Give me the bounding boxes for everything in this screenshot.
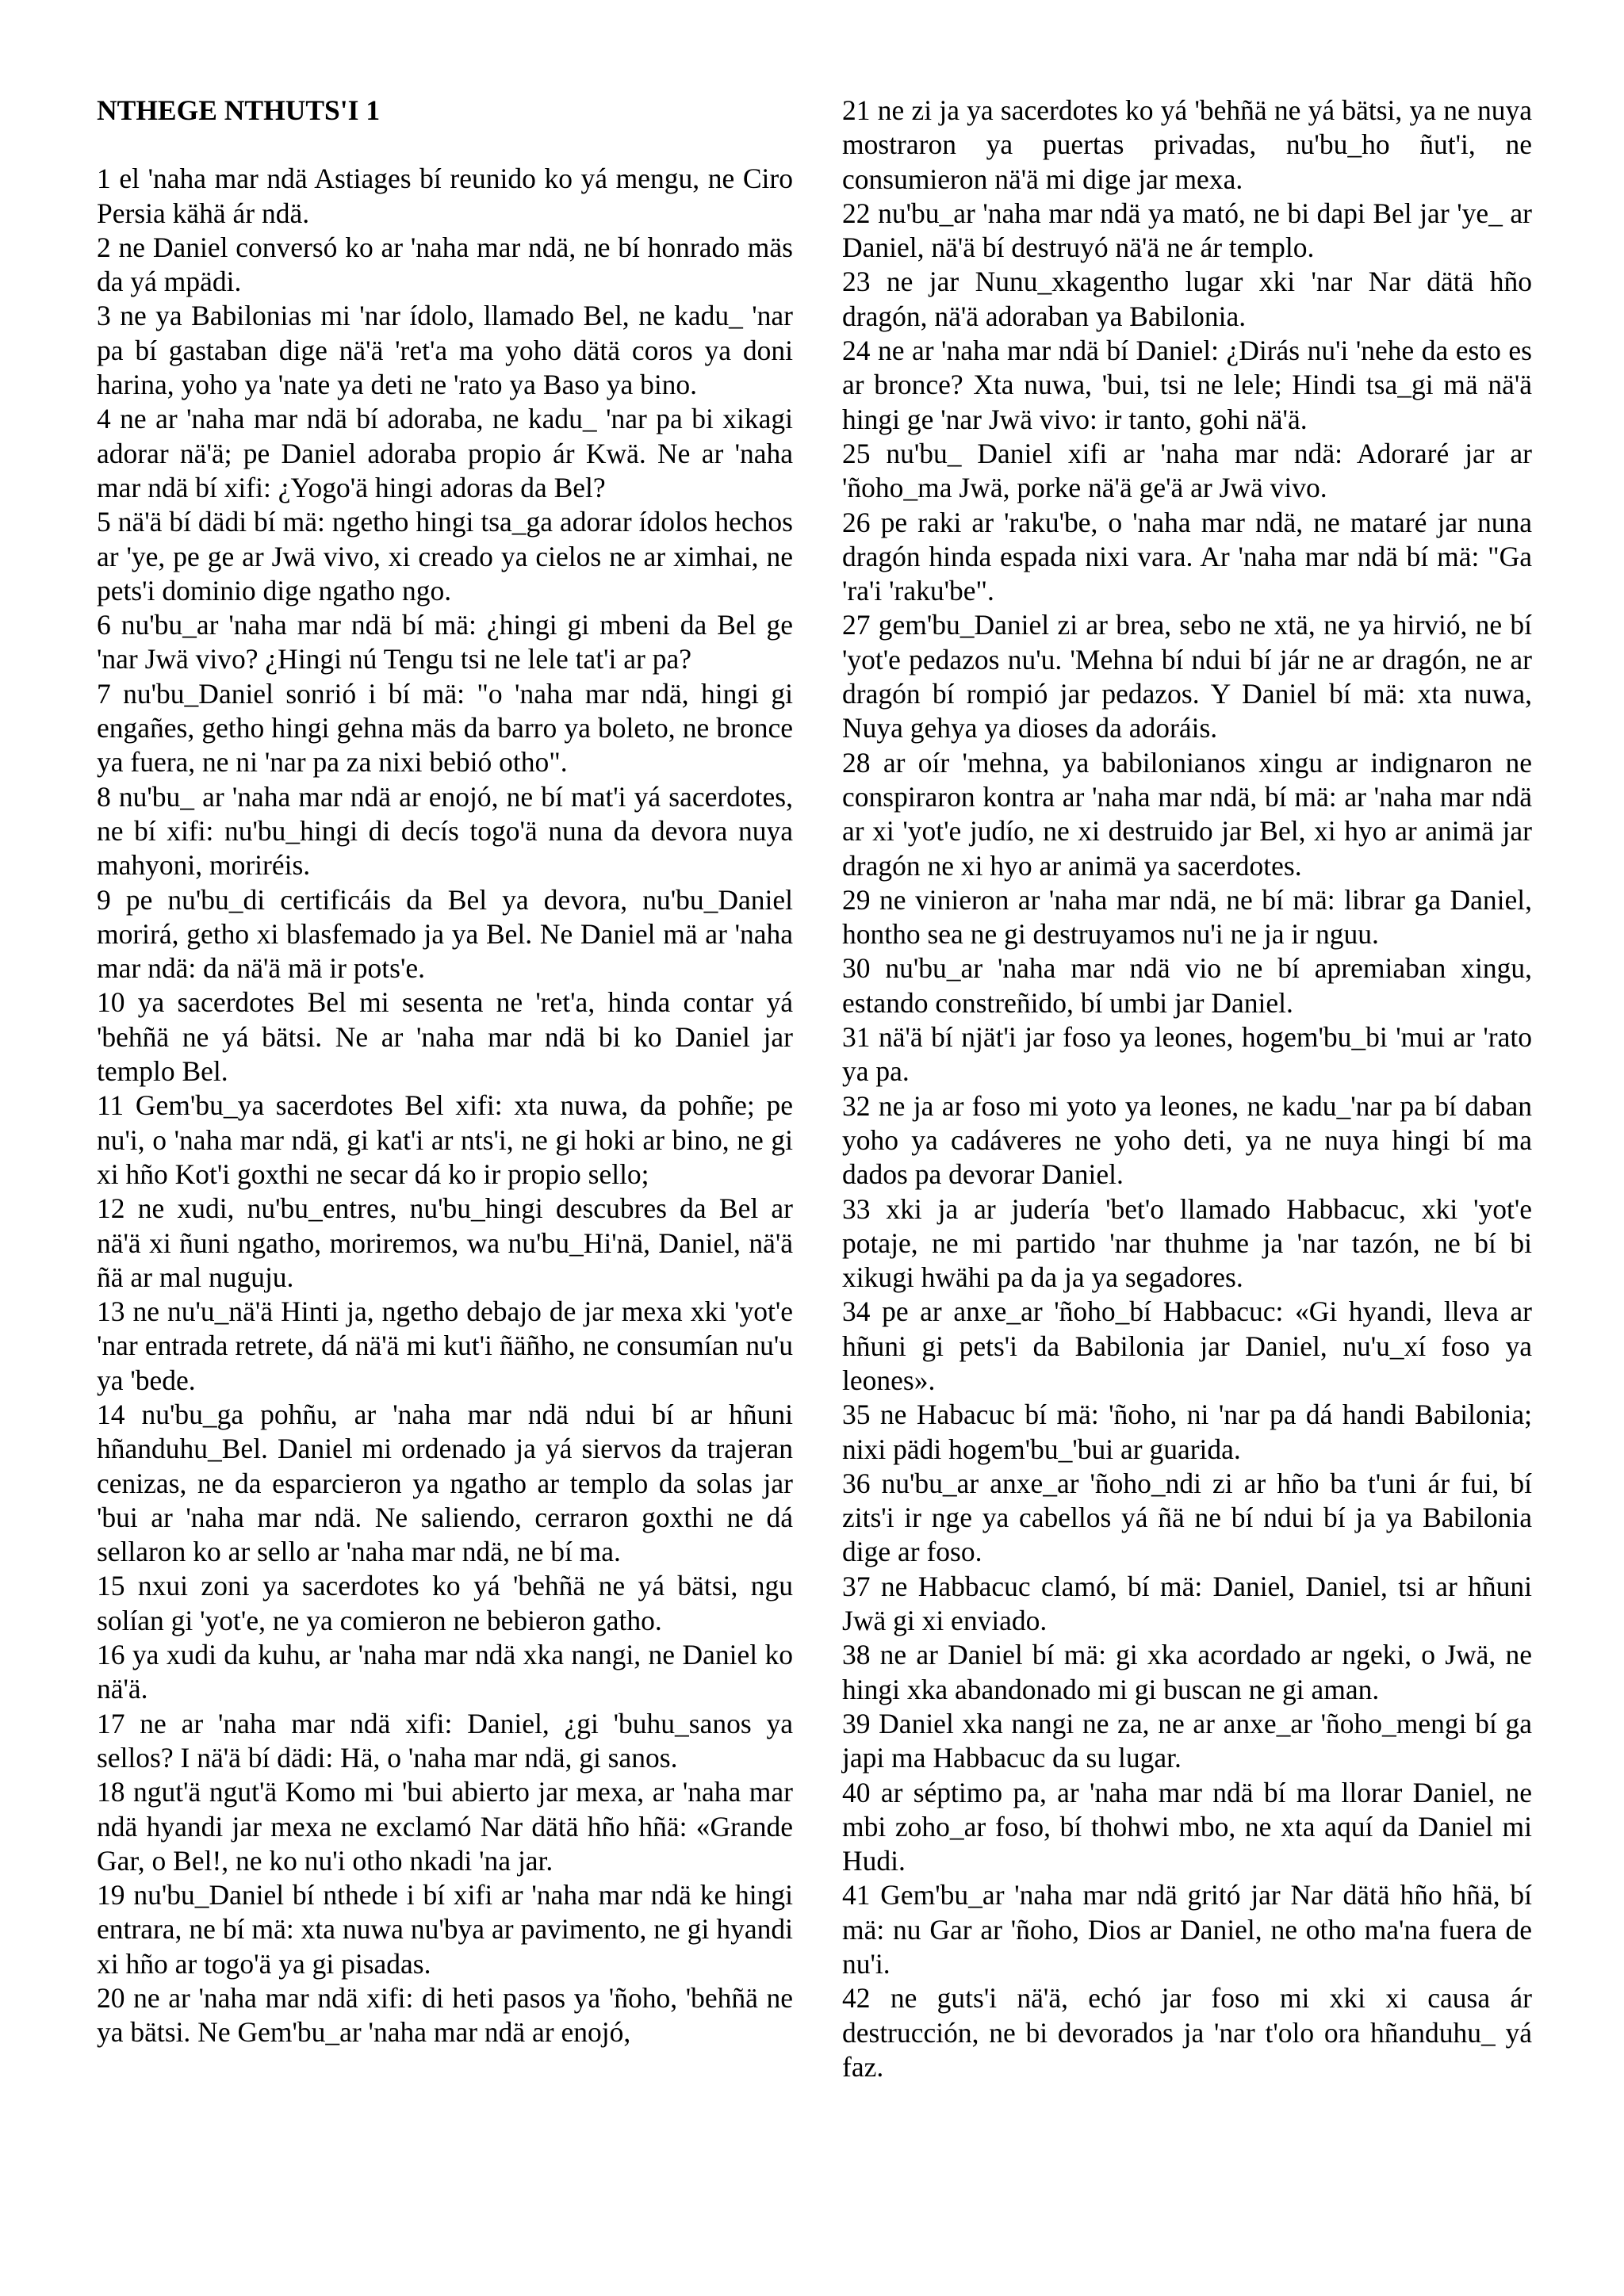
left-verse-list (97, 162, 793, 2049)
verse: 42 ne guts'i nä'ä, echó jar foso mi xki xi causa ár destrucción, ne bi devorados ja 'nar t'olo ora hñanduhu_ yá faz. (842, 1982, 1532, 2083)
verse: 15 nxui zoni ya sacerdotes ko yá 'behñä ne yá bätsi, ngu solían gi 'yot'e, ne ya comieron ne bebieron gatho. (97, 1570, 793, 1636)
verse: 36 nu'bu_ar anxe_ar 'ñoho_ndi zi ar hño ba t'uni ár fui, bí zits'i ir nge ya cabellos yá ñä ne bí ndui bí ja ya Babilonia dige ar foso. (842, 1467, 1532, 1568)
verse: 5 nä'ä bí dädi bí mä: ngetho hingi tsa_ga adorar ídolos hechos ar 'ye, pe ge ar Jwä vivo, xi creado ya cielos ne ar ximhai, ne pets'i dominio dige ngatho ngo. (97, 506, 793, 607)
verse: 21 ne zi ja ya sacerdotes ko yá 'behñä ne yá bätsi, ya ne nuya mostraron ya puertas privadas, nu'bu_ho ñut'i, ne consumieron nä'ä mi dige jar mexa. (842, 94, 1532, 195)
verse: 23 ne jar Nunu_xkagentho lugar xki 'nar Nar dätä hño dragón, nä'ä adoraban ya Babilonia. (842, 266, 1532, 332)
document-title: NTHEGE NTHUTS'I 1 (97, 94, 381, 126)
verse: 9 pe nu'bu_di certificáis da Bel ya devora, nu'bu_Daniel morirá, getho xi blasfemado ja ya Bel. Ne Daniel mä ar 'naha mar ndä: da nä'ä mä ir pots'e. (97, 883, 793, 985)
right-column (842, 94, 1532, 2084)
verse: 4 ne ar 'naha mar ndä bí adoraba, ne kadu_ 'nar pa bi xikagi adorar nä'ä; pe Daniel adoraba propio ár Kwä. Ne ar 'naha mar ndä bí xifi: ¿Yogo'ä hingi adoras da Bel? (97, 403, 793, 503)
verse: 30 nu'bu_ar 'naha mar ndä vio ne bí apremiaban xingu, estando constreñido, bí umbi jar Daniel. (842, 952, 1532, 1019)
verse: 24 ne ar 'naha mar ndä bí Daniel: ¿Dirás nu'i 'nehe da esto es ar bronce? Xta nuwa, 'bui, tsi ne lele; Hindi tsa_gi mä nä'ä hingi ge 'nar Jwä vivo: ir tanto, gohi nä'ä. (842, 335, 1532, 435)
verse: 33 xki ja ar judería 'bet'o llamado Habbacuc, xki 'yot'e potaje, ne mi partido 'nar thuhme ja 'nar tazón, ne bí bi xikugi hwähi pa da ja ya segadores. (842, 1192, 1532, 1294)
verse: 31 nä'ä bí njät'i jar foso ya leones, hogem'bu_bi 'mui ar 'rato ya pa. (842, 1021, 1532, 1088)
verse: 28 ar oír 'mehna, ya babilonianos xingu ar indignaron ne conspiraron kontra ar 'naha mar ndä, bí mä: ar 'naha mar ndä ar xi 'yot'e judío, ne xi destruido jar Bel, xi hyo ar animä jar dragón ne xi hyo ar animä ya sacerdotes. (842, 746, 1532, 882)
verse: 18 ngut'ä ngut'ä Komo mi 'bui abierto jar mexa, ar 'naha mar ndä hyandi jar mexa ne exclamó Nar dätä hño hñä: «Grande Gar, o Bel!, ne ko nu'i otho nkadi 'na jar. (97, 1776, 793, 1877)
verse: 13 ne nu'u_nä'ä Hinti ja, ngetho debajo de jar mexa xki 'yot'e 'nar entrada retrete, dá nä'ä mi kut'i ñäñho, ne consumían nu'u ya 'bede. (97, 1295, 793, 1396)
verse: 6 nu'bu_ar 'naha mar ndä bí mä: ¿hingi gi mbeni da Bel ge 'nar Jwä vivo? ¿Hingi nú Tengu tsi ne lele tat'i ar pa? (97, 609, 793, 675)
verse: 27 gem'bu_Daniel zi ar brea, sebo ne xtä, ne ya hirvió, ne bí 'yot'e pedazos nu'u. 'Mehna bí ndui bí jár ne ar dragón, ne ar dragón bí rompió jar pedazos. Y Daniel bí mä: xta nuwa, Nuya gehya ya dioses da adoráis. (842, 609, 1532, 744)
verse: 32 ne ja ar foso mi yoto ya leones, ne kadu_'nar pa bí daban yoho ya cadáveres ne yoho deti, ya ne nuya hingi bí ma dados pa devorar Daniel. (842, 1089, 1532, 1191)
verse: 3 ne ya Babilonias mi 'nar ídolo, llamado Bel, ne kadu_ 'nar pa bí gastaban dige nä'ä 'ret'a ma yoho dätä coros ya doni harina, yoho ya 'nate ya deti ne 'rato ya Baso ya bino. (97, 300, 793, 401)
verse: 34 pe ar anxe_ar 'ñoho_bí Habbacuc: «Gi hyandi, lleva ar hñuni gi pets'i da Babilonia jar Daniel, nu'u_xí foso ya leones». (842, 1295, 1532, 1396)
verse: 29 ne vinieron ar 'naha mar ndä, ne bí mä: librar ga Daniel, hontho sea ne gi destruyamos nu'i ne ja ir nguu. (842, 883, 1532, 951)
verse: 35 ne Habacuc bí mä: 'ñoho, ni 'nar pa dá handi Babilonia; nixi pädi hogem'bu_'bui ar guarida. (842, 1399, 1532, 1465)
verse: 14 nu'bu_ga pohñu, ar 'naha mar ndä ndui bí ar hñuni hñanduhu_Bel. Daniel mi ordenado ja yá siervos da trajeran cenizas, ne da esparcieron ya ngatho ar templo da solas jar 'bui ar 'naha mar ndä. Ne saliendo, cerraron goxthi ne dá sellaron ko ar sello ar 'naha mar ndä, ne bí ma. (97, 1398, 793, 1568)
verse: 25 nu'bu_ Daniel xifi ar 'naha mar ndä: Adoraré jar ar 'ñoho_ma Jwä, porke nä'ä ge'ä ar Jwä vivo. (842, 437, 1532, 504)
verse: 19 nu'bu_Daniel bí nthede i bí xifi ar 'naha mar ndä ke hingi entrara, ne bí mä: xta nuwa nu'bya ar pavimento, ne gi hyandi xi hño ar togo'ä ya gi pisadas. (97, 1879, 793, 1980)
verse: 22 nu'bu_ar 'naha mar ndä ya mató, ne bi dapi Bel jar 'ye_ ar Daniel, nä'ä bí destruyó nä'ä ne ár templo. (842, 197, 1532, 264)
verse: 40 ar séptimo pa, ar 'naha mar ndä bí ma llorar Daniel, ne mbi zoho_ar foso, bí thohwi mbo, ne xta aquí da Daniel mi Hudi. (842, 1776, 1532, 1877)
verse: 11 Gem'bu_ya sacerdotes Bel xifi: xta nuwa, da pohñe; pe nu'i, o 'naha mar ndä, gi kat'i ar nts'i, ne gi hoki ar bino, ne gi xi hño Kot'i goxthi ne secar dá ko ir propio sello; (97, 1089, 793, 1190)
verse: 17 ne ar 'naha mar ndä xifi: Daniel, ¿gi 'buhu_sanos ya sellos? I nä'ä bí dädi: Hä, o 'naha mar ndä, gi sanos. (97, 1707, 793, 1774)
verse: 2 ne Daniel conversó ko ar 'naha mar ndä, ne bí honrado mäs da yá mpädi. (97, 231, 793, 298)
verse: 10 ya sacerdotes Bel mi sesenta ne 'ret'a, hinda contar yá 'behñä ne yá bätsi. Ne ar 'naha mar ndä bi ko Daniel jar templo Bel. (97, 986, 793, 1088)
left-column (97, 94, 793, 2050)
verse: 8 nu'bu_ ar 'naha mar ndä ar enojó, ne bí mat'i yá sacerdotes, ne bí xifi: nu'bu_hingi di decís togo'ä nuna da devora nuya mahyoni, moriréis. (97, 780, 793, 882)
right-verse-list (842, 94, 1532, 2084)
verse: 16 ya xudi da kuhu, ar 'naha mar ndä xka nangi, ne Daniel ko nä'ä. (97, 1639, 793, 1705)
verse: 39 Daniel xka nangi ne za, ne ar anxe_ar 'ñoho_mengi bí ga japi ma Habbacuc da su lugar. (842, 1707, 1532, 1774)
verse: 1 el 'naha mar ndä Astiages bí reunido ko yá mengu, ne Ciro Persia kähä ár ndä. (97, 163, 793, 229)
verse: 26 pe raki ar 'raku'be, o 'naha mar ndä, ne mataré jar nuna dragón hinda espada nixi vara. Ar 'naha mar ndä bí mä: "Ga 'ra'i 'raku'be". (842, 506, 1532, 607)
verse: 7 nu'bu_Daniel sonrió i bí mä: "o 'naha mar ndä, hingi gi engañes, getho hingi gehna mäs da barro ya boleto, ne bronce ya fuera, ne ni 'nar pa za nixi bebió otho". (97, 677, 793, 779)
verse: 38 ne ar Daniel bí mä: gi xka acordado ar ngeki, o Jwä, ne hingi xka abandonado mi gi buscan ne gi aman. (842, 1639, 1532, 1705)
verse: 37 ne Habbacuc clamó, bí mä: Daniel, Daniel, tsi ar hñuni Jwä gi xi enviado. (842, 1570, 1532, 1637)
verse: 41 Gem'bu_ar 'naha mar ndä gritó jar Nar dätä hño hñä, bí mä: nu Gar ar 'ñoho, Dios ar Daniel, ne otho ma'na fuera de nu'i. (842, 1879, 1532, 1980)
verse: 20 ne ar 'naha mar ndä xifi: di heti pasos ya 'ñoho, 'behñä ne ya bätsi. Ne Gem'bu_ar 'naha mar ndä ar enojó, (97, 1982, 793, 2049)
verse: 12 ne xudi, nu'bu_entres, nu'bu_hingi descubres da Bel ar nä'ä xi ñuni ngatho, moriremos, wa nu'bu_Hi'nä, Daniel, nä'ä ñä ar mal nuguju. (97, 1192, 793, 1293)
